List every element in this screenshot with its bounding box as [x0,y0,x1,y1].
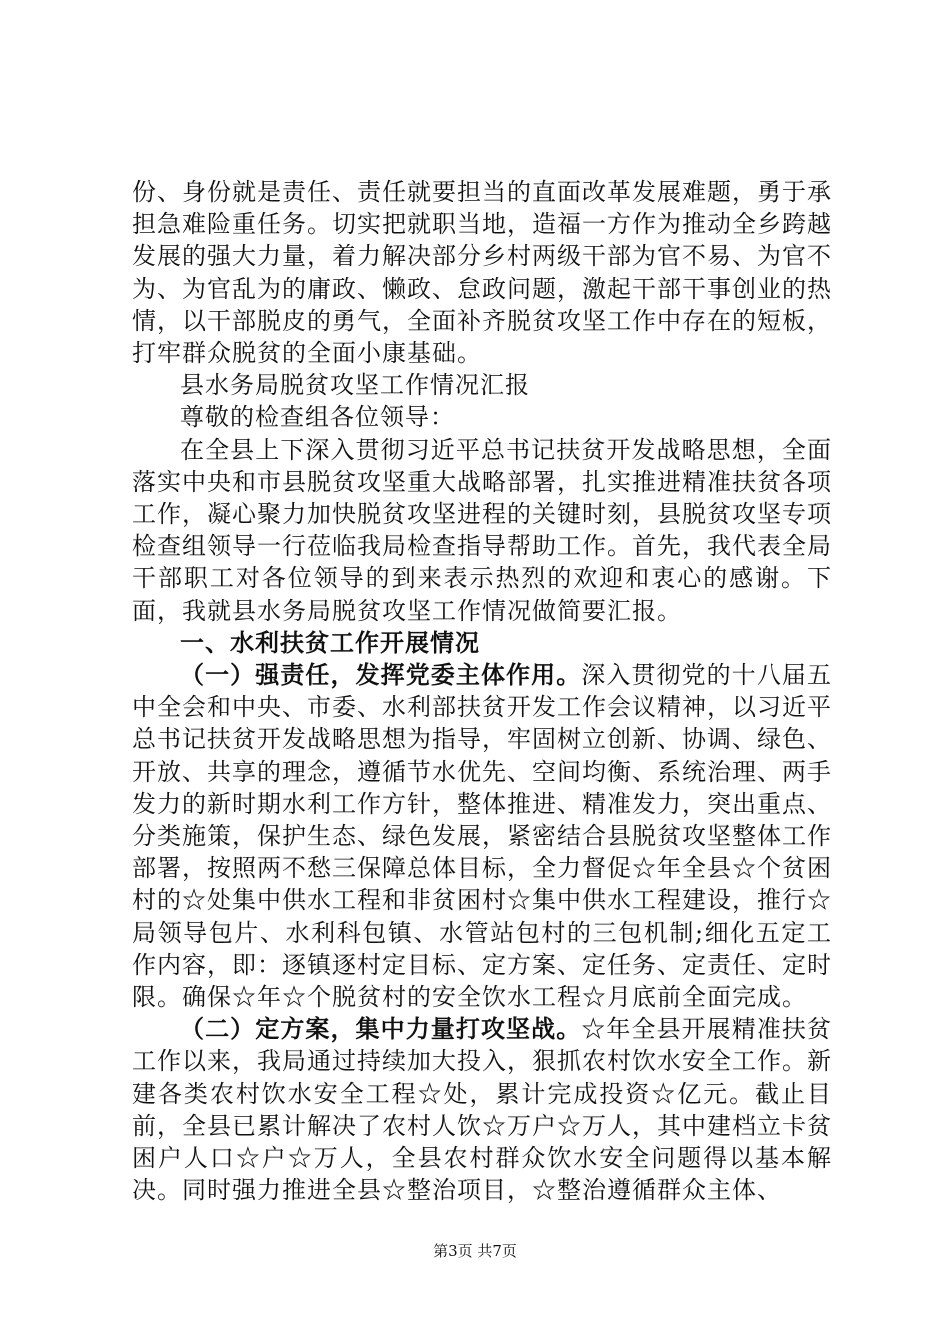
salutation: 尊敬的检查组各位领导： [180,403,455,432]
page-footer: 第3页 共7页 [433,1242,517,1260]
report-title: 县水务局脱贫攻坚工作情况汇报 [180,371,530,400]
subsection-1 [132,659,832,1013]
paragraph-intro: 在全县上下深入贯彻习近平总书记扶贫开发战略思想，全面落实中央和市县脱贫攻坚重大战略部署，扎实推进精准扶贫各项工作，凝心聚力加快脱贫攻坚进程的关键时刻，县脱贫攻坚专项检查组领导一行莅临我局检查指导帮助工作。首先，我代表全局干部职工对各位领导的到来表示热烈的欢迎和衷心的感谢。下面，我就县水务局脱贫攻坚工作情况做简要汇报。 [132,435,832,625]
subsection-2-body: ☆年全县开展精准扶贫工作以来，我局通过持续加大投入，狠抓农村饮水安全工作。新建各类农村饮水安全工程☆处，累计完成投资☆亿元。截止目前，全县已累计解决了农村人饮☆万户☆万人，其中建档立卡贫困户人口☆户☆万人，全县农村群众饮水安全问题得以基本解决。同时强力推进全县☆整治项目，☆整治遵循群众主体、 [132,1015,833,1205]
subsection-2-title: （二）定方案，集中力量打攻坚战。 [180,1014,582,1044]
subsection-1-body: 深入贯彻党的十八届五中全会和中央、市委、水利部扶贫开发工作会议精神，以习近平总书记扶贫开发战略思想为指导，牢固树立创新、协调、绿色、开放、共享的理念，遵循节水优先、空间均衡、系统治理、两手发力的新时期水利工作方针，整体推进、精准发力，突出重点、分类施策，保护生态、绿色发展，紧密结合县脱贫攻坚整体工作部署，按照两不愁三保障总体目标，全力督促☆年全县☆个贫困村的☆处集中供水工程和非贫困村☆集中供水工程建设，推行☆局领导包片、水利科包镇、水管站包村的三包机制;细化五定工作内容，即：逐镇逐村定目标、定方案、定任务、定责任、定时限。确保☆年☆个脱贫村的安全饮水工程☆月底前全面完成。 [132,661,833,1012]
subsection-2 [132,1013,832,1206]
section-heading-1: 一、水利扶贫工作开展情况 [180,627,480,657]
document-body [132,176,832,1207]
paragraph-continued: 份、身份就是责任、责任就要担当的直面改革发展难题，勇于承担急难险重任务。切实把就职当地，造福一方作为推动全乡跨越发展的强大力量，着力解决部分乡村两级干部为官不易、为官不为、为官乱为的庸政、懒政、怠政问题，激起干部干事创业的热情，以干部脱皮的勇气，全面补齐脱贫攻坚工作中存在的短板，打牢群众脱贫的全面小康基础。 [132,178,832,368]
subsection-1-title: （一）强责任，发挥党委主体作用。 [180,660,582,690]
